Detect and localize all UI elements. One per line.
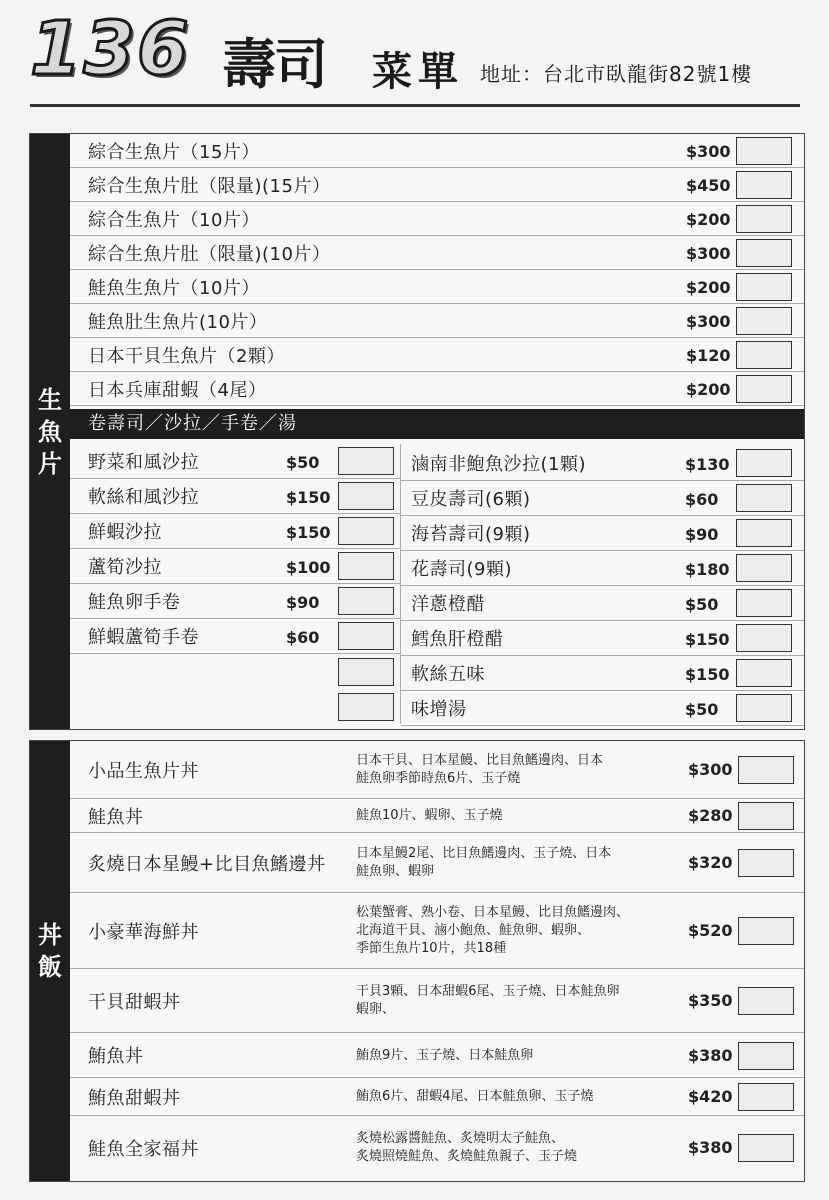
item-name: 豆皮壽司(6顆) <box>411 489 531 510</box>
order-checkbox[interactable] <box>738 849 794 877</box>
item-name: 滷南非鮑魚沙拉(1顆) <box>411 454 586 475</box>
sashimi-item-row <box>70 338 804 372</box>
sashimi-item-row <box>70 202 804 236</box>
rolls-right-item-row <box>401 621 804 656</box>
sashimi-item-row <box>70 270 804 304</box>
order-checkbox[interactable] <box>338 447 394 475</box>
rolls-right-item-row <box>401 516 804 551</box>
order-checkbox[interactable] <box>738 1134 794 1162</box>
item-price: $300 <box>688 760 733 779</box>
item-description <box>356 1047 533 1065</box>
order-checkbox[interactable] <box>736 239 792 267</box>
description-line: 鮪魚6片、甜蝦4尾、日本鮭魚卵、玉子燒 <box>356 1089 594 1104</box>
order-checkbox[interactable] <box>338 658 394 686</box>
sashimi-item-row <box>70 236 804 270</box>
item-price: $50 <box>286 453 320 472</box>
order-checkbox[interactable] <box>338 482 394 510</box>
order-checkbox[interactable] <box>736 171 792 199</box>
item-price: $50 <box>685 595 719 614</box>
item-price: $450 <box>686 176 731 195</box>
order-checkbox[interactable] <box>338 517 394 545</box>
sashimi-item-row <box>70 168 804 202</box>
description-line: 鮭魚卵季節時魚6片、玉子燒 <box>356 771 521 786</box>
order-checkbox[interactable] <box>736 484 792 512</box>
item-name: 小豪華海鮮丼 <box>88 921 199 943</box>
order-checkbox[interactable] <box>738 802 794 830</box>
description-line: 炙燒松露醬鮭魚、炙燒明太子鮭魚、 <box>356 1130 565 1146</box>
item-price: $150 <box>685 665 730 684</box>
donburi-section <box>29 740 805 1182</box>
item-price: $200 <box>686 210 731 229</box>
donburi-item-row <box>70 969 804 1033</box>
item-description <box>356 807 503 825</box>
item-name: 鮮蝦蘆筍手卷 <box>88 627 199 648</box>
donburi-side-bar <box>30 741 70 1181</box>
order-checkbox[interactable] <box>736 694 792 722</box>
item-price: $380 <box>688 1137 733 1157</box>
order-checkbox[interactable] <box>738 1042 794 1070</box>
item-name: 鮭魚生魚片（10片） <box>88 277 260 299</box>
rolls-right-item-row <box>401 551 804 586</box>
description-line: 鮭魚10片、蝦卵、玉子燒 <box>356 808 503 823</box>
item-name: 鮭魚卵手卷 <box>88 592 181 613</box>
item-price: $150 <box>286 488 331 507</box>
order-checkbox[interactable] <box>338 693 394 721</box>
item-price: $60 <box>286 628 320 647</box>
item-price: $300 <box>686 312 731 331</box>
menu-header <box>0 0 829 112</box>
item-name: 花壽司(9顆) <box>411 559 512 580</box>
item-price: $130 <box>685 455 730 474</box>
donburi-item-row <box>70 741 804 799</box>
description-line: 炙燒照燒鮭魚、炙燒鮭魚親子、玉子燒 <box>356 1148 578 1164</box>
rolls-right-item-row <box>401 446 804 481</box>
item-name: 鱈魚肝橙醋 <box>411 629 504 650</box>
order-checkbox[interactable] <box>736 307 792 335</box>
item-description <box>356 845 611 881</box>
description-line: 鮪魚9片、玉子燒、日本鮭魚卵 <box>356 1047 534 1063</box>
item-price: $200 <box>686 380 731 399</box>
item-description <box>356 1088 594 1106</box>
item-price: $180 <box>685 560 730 579</box>
donburi-item-row <box>70 893 804 969</box>
item-name: 干貝甜蝦丼 <box>88 991 181 1013</box>
item-name: 小品生魚片丼 <box>88 760 199 782</box>
item-description <box>356 752 603 788</box>
description-line: 蝦卵、 <box>356 1002 396 1017</box>
item-name: 海苔壽司(9顆) <box>411 524 531 545</box>
item-price: $90 <box>286 593 320 612</box>
sashimi-item-row <box>70 372 804 406</box>
description-line: 日本星鰻2尾、比目魚鰭邊肉、玉子燒、日本 <box>356 846 612 861</box>
item-name: 綜合生魚片（10片） <box>88 209 260 231</box>
rolls-left-item-row <box>70 584 400 619</box>
item-name: 野菜和風沙拉 <box>88 452 199 473</box>
logo-number: 136 <box>30 6 191 92</box>
item-price: $300 <box>686 244 731 263</box>
order-checkbox[interactable] <box>738 756 794 784</box>
item-price: $100 <box>286 558 331 577</box>
address: 地址：台北市臥龍街82號1樓 <box>480 62 753 86</box>
item-price: $150 <box>286 523 331 542</box>
order-checkbox[interactable] <box>736 205 792 233</box>
item-name: 鮭魚肚生魚片(10片） <box>88 311 268 333</box>
item-name: 綜合生魚片肚（限量)(15片） <box>88 175 331 197</box>
donburi-item-row <box>70 1116 804 1179</box>
item-price: $60 <box>685 490 719 509</box>
item-name: 味增湯 <box>411 699 467 720</box>
donburi-item-row <box>70 833 804 893</box>
rolls-left-item-row <box>70 619 400 654</box>
rolls-section-title: 卷壽司／沙拉／手卷／湯 <box>70 409 804 439</box>
item-price: $90 <box>685 525 719 544</box>
donburi-item-row <box>70 1078 804 1116</box>
item-name: 鮪魚丼 <box>88 1046 144 1067</box>
rolls-right-item-row <box>401 656 804 691</box>
order-checkbox[interactable] <box>738 917 794 945</box>
order-checkbox[interactable] <box>736 449 792 477</box>
item-price: $120 <box>686 346 731 365</box>
description-line: 松葉蟹膏、熟小卷、日本星鰻、比目魚鰭邊肉、 <box>356 905 630 920</box>
donburi-side-label: 丼 飯 <box>38 921 62 981</box>
order-checkbox[interactable] <box>338 552 394 580</box>
description-line: 日本干貝、日本星鰻、比目魚鰭邊肉、日本 <box>356 753 604 768</box>
rolls-left-item-row <box>70 444 400 479</box>
header-divider <box>30 104 800 107</box>
sashimi-item-row <box>70 304 804 338</box>
item-price: $280 <box>688 806 733 825</box>
logo-name: 壽司 <box>222 33 326 96</box>
item-name: 蘆筍沙拉 <box>88 557 162 578</box>
rolls-left-item-row <box>70 549 400 584</box>
item-description <box>356 983 620 1019</box>
item-description <box>356 1130 577 1166</box>
item-name: 鮭魚全家福丼 <box>88 1138 199 1160</box>
donburi-item-row <box>70 1033 804 1078</box>
item-price: $520 <box>688 921 733 940</box>
order-checkbox[interactable] <box>736 589 792 617</box>
item-price: $320 <box>688 853 733 872</box>
item-name: 日本干貝生魚片（2顆） <box>88 345 285 367</box>
order-checkbox[interactable] <box>736 519 792 547</box>
order-checkbox[interactable] <box>736 341 792 369</box>
item-name: 鮪魚甜蝦丼 <box>88 1087 181 1109</box>
description-line: 季節生魚片10片，共18種 <box>356 941 507 956</box>
order-checkbox[interactable] <box>338 622 394 650</box>
sashimi-side-label: 生 魚 片 <box>38 386 62 478</box>
sashimi-item-row <box>70 134 804 168</box>
order-checkbox[interactable] <box>738 987 794 1015</box>
item-name: 炙燒日本星鰻+比目魚鰭邊丼 <box>88 853 326 875</box>
item-price: $350 <box>688 991 733 1010</box>
description-line: 北海道干貝、滷小鮑魚、鮭魚卵、蝦卵、 <box>356 923 591 938</box>
order-checkbox[interactable] <box>736 375 792 403</box>
item-price: $150 <box>685 630 730 649</box>
order-checkbox[interactable] <box>736 137 792 165</box>
item-price: $200 <box>686 278 731 297</box>
item-name: 鮮蝦沙拉 <box>88 522 162 543</box>
item-name: 洋蔥橙醋 <box>411 594 485 615</box>
item-price: $380 <box>688 1045 733 1065</box>
item-name: 鮭魚丼 <box>88 806 144 828</box>
item-name: 軟絲和風沙拉 <box>88 487 199 508</box>
order-checkbox[interactable] <box>736 273 792 301</box>
item-description <box>356 904 629 958</box>
description-line: 干貝3顆、日本甜蝦6尾、玉子燒、日本鮭魚卵 <box>356 984 620 999</box>
donburi-item-row <box>70 799 804 833</box>
order-checkbox[interactable] <box>738 1083 794 1111</box>
rolls-right-item-row <box>401 586 804 621</box>
rolls-right-item-row <box>401 691 804 726</box>
item-price: $420 <box>688 1087 733 1106</box>
description-line: 鮭魚卵、蝦卵 <box>356 864 435 879</box>
order-checkbox[interactable] <box>736 624 792 652</box>
item-price: $300 <box>686 142 731 161</box>
item-name: 綜合生魚片肚（限量)(10片） <box>88 243 331 265</box>
sashimi-rolls-section <box>29 133 805 730</box>
order-checkbox[interactable] <box>736 659 792 687</box>
item-name: 綜合生魚片（15片） <box>88 141 260 163</box>
sashimi-side-bar <box>30 134 70 729</box>
item-name: 軟絲五味 <box>411 664 485 685</box>
rolls-right-item-row <box>401 481 804 516</box>
rolls-left-item-row <box>70 479 400 514</box>
order-checkbox[interactable] <box>338 587 394 615</box>
item-name: 日本兵庫甜蝦（4尾） <box>88 379 267 401</box>
menu-title: 菜單 <box>372 49 464 95</box>
item-price: $50 <box>685 700 719 719</box>
order-checkbox[interactable] <box>736 554 792 582</box>
rolls-left-item-row <box>70 514 400 549</box>
